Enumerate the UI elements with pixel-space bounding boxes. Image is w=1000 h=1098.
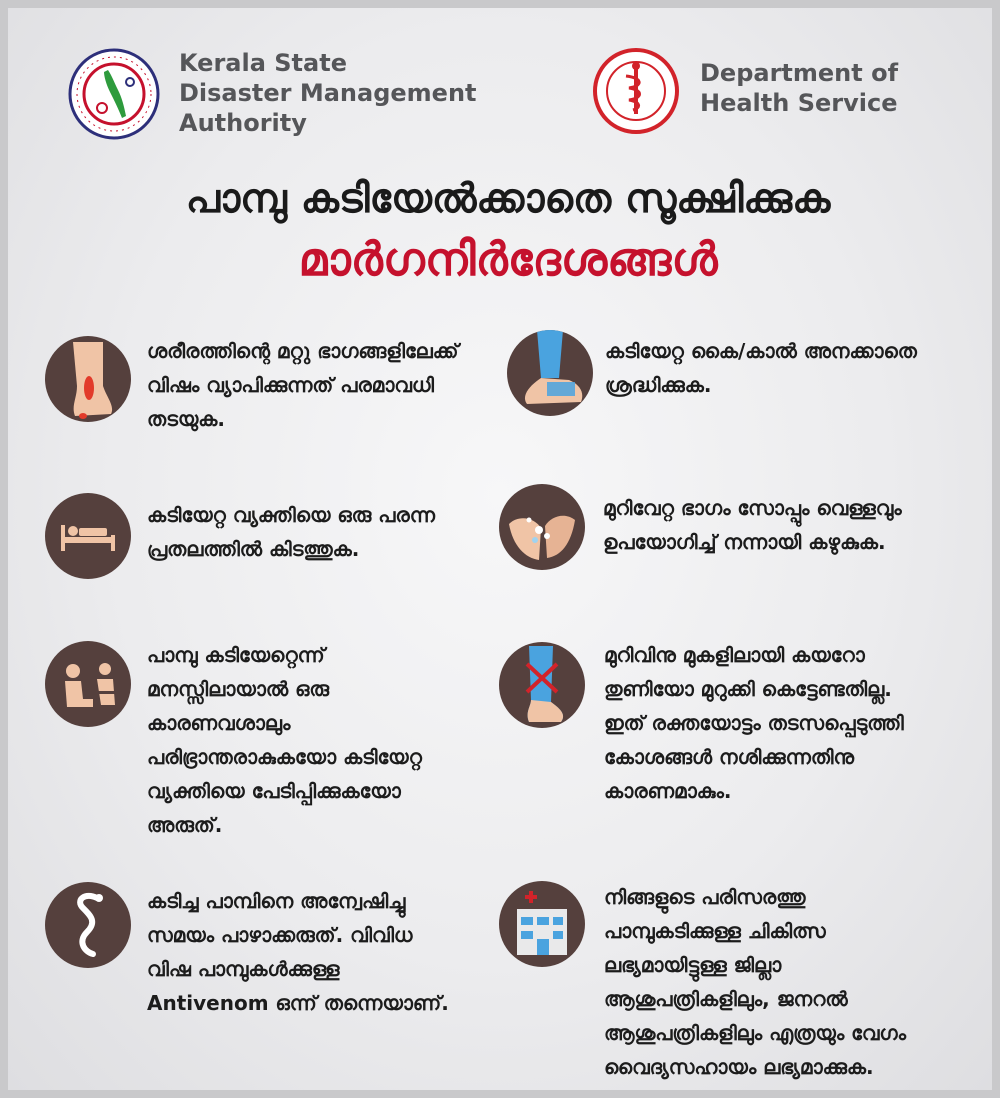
- tip-7-line-2: സമയം പാഴാക്കരുത്. വിവിധ: [147, 923, 413, 947]
- hospital-icon: [499, 881, 585, 967]
- tip-5-line-3: കാരണവശാലും: [147, 711, 291, 735]
- page-title: പാമ്പു കടിയേൽക്കാതെ സൂക്ഷിക്കുക: [185, 176, 831, 222]
- tip-8-text: [604, 880, 994, 1084]
- tip-7-line-4: Antivenom ഒന്ന് തന്നെയാണ്.: [147, 991, 449, 1015]
- page-subtitle: മാർഗനിർദേശങ്ങൾ: [298, 232, 718, 286]
- tip-5-line-4: പരിഭ്രാന്തരാകുകയോ കടിയേറ്റ: [147, 745, 422, 769]
- washing-hands-icon: [499, 484, 585, 570]
- org-left-line2: Disaster Management: [179, 79, 477, 107]
- tip-5-line-2: മനസ്സിലായാൽ ഒരു: [147, 677, 330, 701]
- tip-2-line-2: ശ്രദ്ധിക്കുക.: [605, 373, 712, 397]
- tip-6-line-3: ഇത് രക്തയോട്ടം തടസപ്പെടുത്തി: [604, 711, 904, 735]
- tip-8-line-6: വൈദ്യസഹായം ലഭ്യമാക്കുക.: [604, 1055, 874, 1079]
- tip-2-text: [605, 334, 985, 402]
- tip-4-text: [603, 491, 983, 559]
- snake-icon: [45, 882, 131, 968]
- tip-8-line-1: നിങ്ങളുടെ പരിസരത്തു: [604, 885, 806, 909]
- org-right-line1: Department of: [700, 59, 899, 87]
- kerala-map-seal-icon: [68, 48, 160, 140]
- kerala-sdma-name: [179, 48, 479, 138]
- tip-3-text: [147, 498, 507, 566]
- tip-8-line-4: ആശുപത്രികളിലും, ജനറൽ: [604, 987, 848, 1011]
- bed-icon: [45, 493, 131, 579]
- seated-people-icon: [45, 641, 131, 727]
- no-tourniquet-icon: [499, 642, 585, 728]
- tip-6-line-2: തുണിയോ മുറുക്കി കെട്ടേണ്ടതില്ല.: [604, 677, 892, 701]
- tip-6-line-4: കോശങ്ങൾ നശിക്കുന്നതിനു: [604, 745, 855, 769]
- tip-3-line-2: പ്രതലത്തിൽ കിടത്തുക.: [147, 537, 360, 561]
- tip-5-line-1: പാമ്പു കടിയേറ്റെന്ന്: [147, 643, 325, 667]
- bandaged-leg-icon: [507, 330, 593, 416]
- tip-7-line-3: വിഷ പാമ്പുകൾക്കുള്ള: [147, 957, 340, 981]
- tip-6-text: [604, 638, 989, 808]
- tip-6-line-5: കാരണമാകും.: [604, 779, 732, 803]
- tip-2-line-1: കടിയേറ്റ കൈ/കാൽ അനക്കാതെ: [605, 339, 917, 363]
- tip-4-line-2: ഉപയോഗിച്ച് നന്നായി കഴുകുക.: [603, 530, 886, 554]
- tip-5-line-6: അരുത്.: [147, 813, 223, 837]
- bleeding-foot-icon: [45, 336, 131, 422]
- org-right-line2: Health Service: [700, 89, 898, 117]
- tip-6-line-1: മുറിവിനു മുകളിലായി കയറോ: [604, 643, 865, 667]
- tip-4-line-1: മുറിവേറ്റ ഭാഗം സോപ്പും വെള്ളവും: [603, 496, 902, 520]
- org-left-line3: Authority: [179, 109, 307, 137]
- tip-7-text: [147, 884, 507, 1020]
- tip-7-line-1: കടിച്ച പാമ്പിനെ അന്വേഷിച്ചു: [147, 889, 406, 913]
- tip-1-text: [147, 334, 507, 436]
- tip-1-line-3: തടയുക.: [147, 407, 225, 431]
- tip-5-line-5: വ്യക്തിയെ പേടിപ്പിക്കുകയോ: [147, 779, 401, 803]
- tip-1-line-1: ശരീരത്തിന്റെ മറ്റു ഭാഗങ്ങളിലേക്ക്: [147, 339, 459, 363]
- tip-3-line-1: കടിയേറ്റ വ്യക്തിയെ ഒരു പരന്ന: [147, 503, 435, 527]
- health-dept-name: [700, 58, 960, 118]
- tip-1-line-2: വിഷം വ്യാപിക്കുന്നത് പരമാവധി: [147, 373, 435, 397]
- org-left-line1: Kerala State: [179, 49, 347, 77]
- caduceus-seal-icon: [593, 48, 679, 134]
- tip-5-text: [147, 638, 507, 842]
- tip-8-line-5: ആശുപത്രികളിലും എത്രയും വേഗം: [604, 1021, 907, 1045]
- tip-8-line-2: പാമ്പുകടിക്കുള്ള ചികിത്സ: [604, 919, 826, 943]
- tip-8-line-3: ലഭ്യമായിട്ടുള്ള ജില്ലാ: [604, 953, 782, 977]
